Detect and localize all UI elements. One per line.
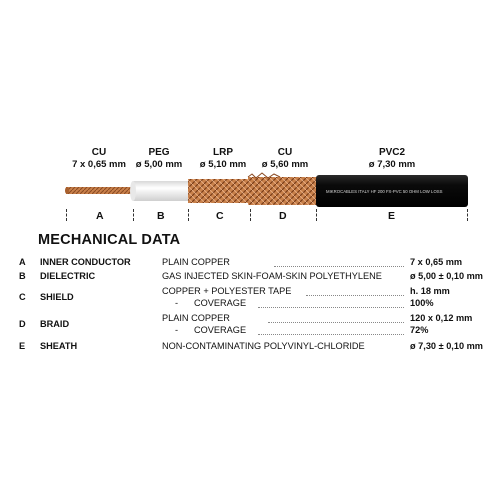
row-letter: C bbox=[19, 292, 26, 302]
segment-divider bbox=[133, 209, 134, 221]
row-value: h. 18 mm bbox=[410, 286, 450, 296]
dash-marker: - bbox=[175, 298, 179, 308]
row-value: ø 5,00 ± 0,10 mm bbox=[410, 271, 483, 281]
row-letter: D bbox=[19, 319, 26, 329]
segment-label-e: E bbox=[388, 210, 396, 222]
braid bbox=[248, 173, 320, 205]
segment-label-b: B bbox=[157, 210, 165, 222]
leader-dots bbox=[274, 266, 404, 267]
row-description: GAS INJECTED SKIN-FOAM-SKIN POLYETHYLENE bbox=[162, 271, 382, 281]
header-name: CU bbox=[91, 147, 107, 158]
inner-conductor bbox=[65, 187, 134, 194]
row-label: INNER CONDUCTOR bbox=[40, 257, 131, 267]
sheath bbox=[316, 175, 468, 207]
header-size: ø 5,60 mm bbox=[261, 159, 309, 170]
row-value: 120 x 0,12 mm bbox=[410, 313, 473, 323]
row-description: PLAIN COPPER bbox=[162, 313, 230, 323]
row-value: ø 7,30 ± 0,10 mm bbox=[410, 341, 483, 351]
segment-divider bbox=[250, 209, 251, 221]
row-letter: B bbox=[19, 271, 26, 281]
row-label: SHIELD bbox=[40, 292, 74, 302]
row-label: BRAID bbox=[40, 319, 70, 329]
row-letter: E bbox=[19, 341, 26, 351]
segment-divider bbox=[316, 209, 317, 221]
leader-dots bbox=[268, 322, 404, 323]
segment-divider bbox=[188, 209, 189, 221]
row-letter: A bbox=[19, 257, 26, 267]
leader-dots bbox=[306, 295, 404, 296]
segment-divider bbox=[66, 209, 67, 221]
row-description: NON-CONTAMINATING POLYVINYL-CHLORIDE bbox=[162, 341, 365, 351]
coverage-label: COVERAGE bbox=[194, 298, 247, 308]
row-label: DIELECTRIC bbox=[40, 271, 96, 281]
leader-dots bbox=[258, 307, 404, 308]
header-name: PEG bbox=[148, 147, 170, 158]
coverage-label: COVERAGE bbox=[194, 325, 247, 335]
leader-dots bbox=[258, 334, 404, 335]
header-size: ø 7,30 mm bbox=[368, 159, 416, 170]
dielectric bbox=[130, 181, 189, 201]
row-label: SHEATH bbox=[40, 341, 78, 351]
coverage-value: 100% bbox=[410, 298, 434, 308]
segment-label-a: A bbox=[96, 210, 104, 222]
segment-label-d: D bbox=[279, 210, 287, 222]
header-size: 7 x 0,65 mm bbox=[72, 159, 126, 170]
row-description: COPPER + POLYESTER TAPE bbox=[162, 286, 292, 296]
header-size: ø 5,00 mm bbox=[135, 159, 183, 170]
shield-tape bbox=[188, 179, 250, 203]
header-name: LRP bbox=[213, 147, 233, 158]
coverage-value: 72% bbox=[410, 325, 429, 335]
header-name: CU bbox=[277, 147, 293, 158]
segment-label-c: C bbox=[216, 210, 224, 222]
header-name: PVC2 bbox=[378, 147, 406, 158]
cable-print-text: MIKROCABLES ITALY HF 200 FX-PVC 50 OHM LOW LOSS bbox=[326, 189, 443, 194]
dash-marker: - bbox=[175, 325, 179, 335]
row-description: PLAIN COPPER bbox=[162, 257, 230, 267]
header-size: ø 5,10 mm bbox=[199, 159, 247, 170]
section-title: MECHANICAL DATA bbox=[38, 232, 181, 248]
row-value: 7 x 0,65 mm bbox=[410, 257, 463, 267]
segment-divider bbox=[467, 209, 468, 221]
